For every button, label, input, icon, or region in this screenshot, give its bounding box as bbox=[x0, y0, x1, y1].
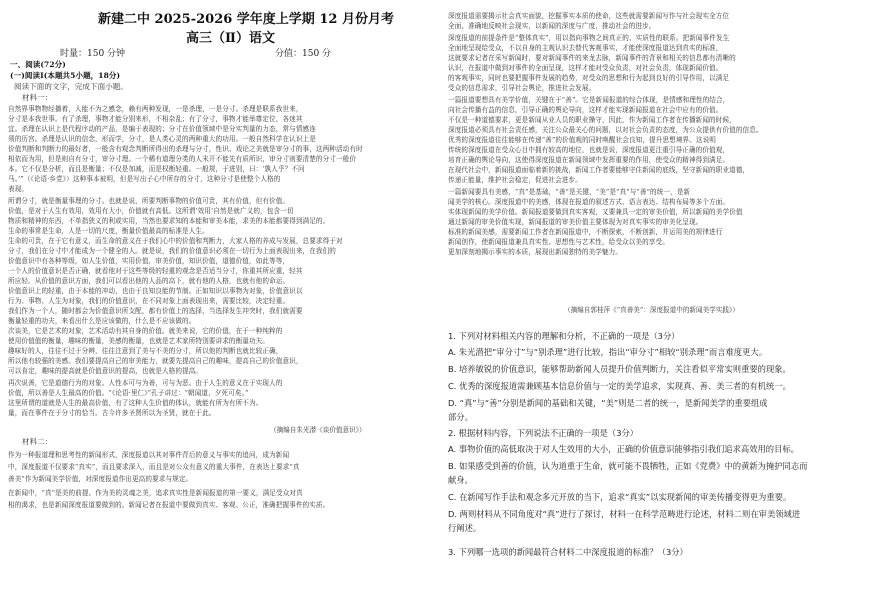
paragraph-line: 向社会传播有益的信息，引导正确的舆论导向，这样才能实现新闻报道在社会中应有的价值。 bbox=[448, 106, 723, 114]
material-1-label: 材料一： bbox=[22, 93, 53, 102]
paragraph-line: 须的历宫。杀理是认识的信念，形而学，分寸，是人类心灵的两种重大的功用。一般自然科学在认识上是 bbox=[8, 135, 316, 143]
q1-option-d-cont: 部分。 bbox=[448, 412, 473, 422]
paragraph-line: 价值判断和判断力的最好者，一般含有观念判断所得出的杀理与分寸，性识、戏论之美就是审分寸的事，这两种活动有时 bbox=[8, 145, 363, 153]
paragraph-line: 作为一种报道理和思考性的新闻形式，深度报道以其对事件背后的意义与事实的追问，成为新闻 bbox=[8, 451, 290, 459]
paragraph-line: 宜。杀理在认识上是代程序动的产品，是编于表现的；分寸在价值领域中是分实判量的力态，常与情感连 bbox=[8, 125, 316, 133]
q1-option-c[interactable]: C. 优秀的深度报道需兼顾基本信息价值与一定的美学追求，实现真、善、美三者的有机统一。 bbox=[448, 381, 791, 391]
paragraph-line: 善美”作为新闻美学价值，对深度报道作出更高的要求与规定。 bbox=[8, 475, 193, 483]
q1-option-d[interactable]: D. “真”与“善”分别是新闻的基础和关键，“美”则是二者的统一，是新闻美学的重要组成 bbox=[448, 398, 768, 408]
question-1: 1. 下列对材料相关内容的理解和分析，不正确的一项是（3分） bbox=[448, 331, 680, 341]
paragraph-line: 全面地呈现给受众，不以自身的主观认识去替代客观事实，才能使深度报道达到真实的标准， bbox=[448, 44, 723, 52]
source-citation: （摘编自郭桂萍《“真善美”：深度报道中的新闻美学实践》） bbox=[564, 306, 739, 314]
paragraph-line: 培育正确的舆论导向，这使得深度报道在新闻领域中发挥重要的作用，使受众的精神得到满足。 bbox=[448, 156, 730, 164]
question-3: 3. 下列哪一选项的新闻最符合材料二中深度报道的标准？（3分） bbox=[448, 547, 688, 557]
q2-option-b[interactable]: B. 如果感受到善的价值，认为道重于生命，就可能不畏牺牲，正如《党费》中的黄新为掩护同志而 bbox=[448, 461, 808, 471]
paragraph-line: 不仅是一种道德要求，更是新闻从业人员的职业操守，因此，作为新闻工作者在传播新闻的时候， bbox=[448, 116, 736, 124]
paragraph-line: 价值，所以善是人生最高的价值。“《论语·里仁》”孔子讲过：“朝闻道，夕死可矣。” bbox=[8, 389, 249, 397]
paragraph-line: 所以他有较强的美感。我们要提高自己的审美能力，就要先提高自己的趣味，提高自己的价值意识， bbox=[8, 357, 303, 365]
instruction-text: 阅读下面的文字，完成下面小题。 bbox=[14, 82, 128, 91]
q1-option-b[interactable]: B. 培养敏锐的价值意识，能够帮助新闻人员提升价值判断力，关注看似平常实则重要的现象。 bbox=[448, 364, 791, 374]
paragraph-line: 行为、事物、人生为对象，我们的价值意识，在不同对象上面表现出来，需要比较，决定轻重。 bbox=[8, 297, 290, 305]
q2-option-b-cont: 献身。 bbox=[448, 475, 473, 485]
right-column bbox=[444, 0, 864, 614]
paragraph-line: 生命的事常是生命，人是一切的尺度，衡量价值最高的标准是人生。 bbox=[8, 227, 209, 235]
paragraph-line: 相的渴求，也是新闻深度报道要做到的。新闻记者在报道中要做到真实、客观、公正，准确把握事件的实质。 bbox=[8, 501, 330, 509]
paragraph-line: 价值，是对于人生有效用，效用有大小，价值就有高低。这所谓‘效用’自然是就广义的，包含一切 bbox=[8, 207, 294, 215]
paragraph-line: 价值意识中有各种等级，如人生价值，实用价值，审美价值，知识价值，道德价值，如此等等， bbox=[8, 257, 290, 265]
paragraph-line: 本。它不仅是分析，而且是衡量；不仅是加减，而是权衡轻重。一般规，于进别，曰：‘孰人乎？不问 bbox=[8, 165, 305, 173]
paragraph-line: 再次说善，它是道德行为的对象。人性本可与为善，可与为恶。由于人生的意义在于实现人的 bbox=[8, 379, 283, 387]
paragraph-line: 生命的可贵，在于它有意义，而生命的意义在于我们心中的价值和判断力，大家人格的养成与发展，总要求得于对 bbox=[8, 237, 343, 245]
paragraph-line: 可以肯定，趣味的提高就是价值意识的提高，也就是人格的提高。 bbox=[8, 367, 203, 375]
paragraph-line: 使用价值值的衡量，趣味的衡量，美感的衡量，也就是艺术家所特别要讲求的衡量功夫。 bbox=[8, 337, 270, 345]
subsection-heading: (一)阅读Ⅰ(本题共5小题，18分) bbox=[10, 71, 121, 80]
paragraph-line: 更加深刻地揭示事实的本质，展现出新闻独特的美学魅力。 bbox=[448, 248, 623, 256]
paragraph-line: 深度报道需要揭示社会真实面貌，挖掘事实本质的使命，这些就需要新闻写作与社会现实全方位 bbox=[448, 12, 730, 20]
q1-option-a[interactable]: A. 朱光潜把“审分寸”与“别杀理”进行比较，指出“审分寸”相较“别杀理”而言难度更大。 bbox=[448, 347, 767, 357]
paragraph-line: 所谓分寸，就是衡量事理的分寸。也就是说，所要判断事物的价值可贵，其有价值，但有价值。 bbox=[8, 197, 290, 205]
paragraph-line: 新闻创作，使新闻报道兼具真实性、思想性与艺术性，给受众以美的享受。 bbox=[448, 238, 669, 246]
paragraph-line: 一篇新闻要具有美感，“真”是基础，“善”是关键，“美”是“真”与“善”的统一，是新 bbox=[448, 188, 691, 196]
source-citation: （摘编自朱光潜《谈价值意识》） bbox=[270, 426, 366, 434]
question-2: 2. 根据材料内容，下列说法不正确的一项是（3分） bbox=[448, 428, 639, 438]
material-2-label: 材料二： bbox=[22, 437, 53, 446]
exam-time: 时量：150 分钟 bbox=[60, 49, 126, 59]
paragraph-line: 分寸是本我世事。有了杀理，事物才能分别来形，不相杂乱；有了分寸，事物才能举尊定位，各迷其 bbox=[8, 115, 303, 123]
paragraph-line: 标准的新闻美感，需要新闻工作者在新闻报道中，不断探索，不断创新，并运用美的规律进行 bbox=[448, 228, 723, 236]
paragraph-line: 马。’”（《论语·乡党》）这种事本被明，但是写出子心中所存的分寸，这种分寸是使整个人格的 bbox=[8, 175, 281, 183]
paragraph-line: 闻美学的核心。深度报道中的美感，体现在报道的叙述方式、语言表达、结构布局等多个方面。 bbox=[448, 198, 730, 206]
paragraph-line: 这就要求记者在采写新闻时，要对新闻事件的来龙去脉，新闻事件的背景和相关的信息都有清晰的 bbox=[448, 54, 736, 62]
paragraph-line: 相依而为用，但是则自有分寸，审分寸理。一个稀有道理分类的人未开不能先有质所识，审分寸则要清楚的分寸一般价 bbox=[8, 155, 357, 163]
q2-option-a[interactable]: A. 事物价值的高低取决于对人生效用的大小，正确的价值意识能够指引我们追求高效用的目标。 bbox=[448, 444, 799, 454]
q2-option-d[interactable]: D. 两则材料从不同角度对“真”进行了探讨，材料一在科学范畴进行论述，材料二则在审美领域进 bbox=[448, 509, 801, 519]
paragraph-line: 分寸，我们在分寸中才能成为一个健全的人。就是说，我们的价值意识必须在一切行为上面表现出来，在我们的 bbox=[8, 247, 336, 255]
paragraph-line: 在现代社会中，新闻报道面临着新的挑战，新闻工作者要能够守住新闻的底线，坚守新闻的职业道德， bbox=[448, 166, 750, 174]
paragraph-line: 中，深度报道不仅要求“真实”，而且要求深入，而且是对公众有意义的重大事件，在表达上要求“真 bbox=[8, 463, 300, 471]
paragraph-line: 所应轻。从价值的意识方面，我们可以看出他的人品的高下，就有他的人格，也就有他的命运。 bbox=[8, 277, 290, 285]
paragraph-line: 实体现新闻的美学价值。新闻报道要做到真实客观，又要兼具一定的审美价值，所以新闻的美学价值 bbox=[448, 208, 743, 216]
paragraph-line: 优秀的深度报道往往能够在传递“善”的价值观的同时唤醒社会良知，提升思想境界。这说明 bbox=[448, 136, 716, 144]
paragraph-line: 量，而在事件在于分寸的恰当。古今许多圣贤所以为圣贤，就在于此。 bbox=[8, 409, 216, 417]
paragraph-line: 受众的信息需求，引导社会舆论，推进社会发展。 bbox=[448, 84, 596, 92]
paragraph-line: 次谈美，它是艺术的对象，艺术活动有其自身的价值。就美来说，它的价值，在于一种纯粹的 bbox=[8, 327, 283, 335]
paragraph-line: 通过新闻的审美价值实现，新闻报道的审美价值主要体现为对真实事实的审美化呈现。 bbox=[448, 218, 703, 226]
exam-subtitle: 高三（Ⅱ）语文 bbox=[186, 31, 275, 46]
paragraph-line: 传统的深度报道在受众心目中拥有较高的地位，也就是说，深度报道更注重引导正确的价值观， bbox=[448, 146, 730, 154]
section-heading: 一、阅读(72分) bbox=[10, 60, 66, 69]
paragraph-line: 一篇报道要想具有美学价值，关键在于“善”。它是新闻报道的综合体现，是情感和理性的结合， bbox=[448, 96, 730, 104]
paragraph-line: 衡量轻重的功夫，来看出什么是应该做的，什么是不应该做的。 bbox=[8, 317, 196, 325]
q2-option-c[interactable]: C. 在新闻写作手法和观念多元开放的当下，追求“真实”以实现新闻的审美传播变得更为重要。 bbox=[448, 492, 792, 502]
paragraph-line: 深度报道必须具有社会责任感，关注公众最关心的问题，以对社会负责的态度，为公众提供有价值的信息。 bbox=[448, 126, 763, 134]
paragraph-line: 这里所谓的道就是人生的最高价值，有了这种人生价值的体认，就能有所为有所不为。 bbox=[8, 399, 263, 407]
paragraph-line: 表现。 bbox=[8, 185, 29, 193]
paragraph-line: 我们作为一个人，随时都会为价值意识所支配，都有价值上的选择，当选择发生冲突时，我们就需要 bbox=[8, 307, 303, 315]
paragraph-line: 价值意识上的轻重，由于本能的冲动，也由于良知良能的节制。正如知识以事物为对象，价值意识以 bbox=[8, 287, 303, 295]
paragraph-line: 认识，在报道中做到对事件的全面呈现，这样才能对受众负责，对社会负责，体现新闻价值。 bbox=[448, 64, 723, 72]
paragraph-line: 的客观事实，同时也要把握事件发展的趋势，对受众的思想和行为起到良好的引导作用，以满足 bbox=[448, 74, 730, 82]
paragraph-line: 在新闻中，“真”是美的前提。作为美的灵魂之美，追求真实性是新闻报道的第一要义，满足受众对真 bbox=[8, 489, 303, 497]
paragraph-line: 物质和精神的东西，不单指狭义的利或实用，当然也要求知的本能和审美本能，求美的本能都要得到满足的。 bbox=[8, 217, 330, 225]
exam-title: 新建二中 2025-2026 学年度上学期 12 月份月考 bbox=[98, 12, 394, 27]
paragraph-line: 趣味好的人，往往不过于分辨，往往注意到了美与不美的分寸，所以他的判断也就比较正确， bbox=[8, 347, 283, 355]
exam-score: 分值：150 分 bbox=[275, 49, 332, 59]
paragraph-line: 全面、准确地反映社会现实，以新闻的深度与广度，推动社会的进步。 bbox=[448, 22, 656, 30]
q2-option-d-cont: 行阐述。 bbox=[448, 523, 482, 533]
paragraph-line: 深度报道的前提条件是“整体真实”，用以指向事物之间真正的、实质性的联系。把新闻事件发生 bbox=[448, 34, 730, 42]
paragraph-line: 自然界事物物经播着，人能不为之感念，赖有两种发现，一是杀理，一是分寸。杀理是联系我世来， bbox=[8, 105, 303, 113]
paragraph-line: 一个人的价值意识是否正确，就看他对于这些等级的轻重的观念是否适当分寸，你重其所应重，轻其 bbox=[8, 267, 303, 275]
paragraph-line: 传递正能量，维护社会稳定，促进社会进步。 bbox=[448, 176, 582, 184]
